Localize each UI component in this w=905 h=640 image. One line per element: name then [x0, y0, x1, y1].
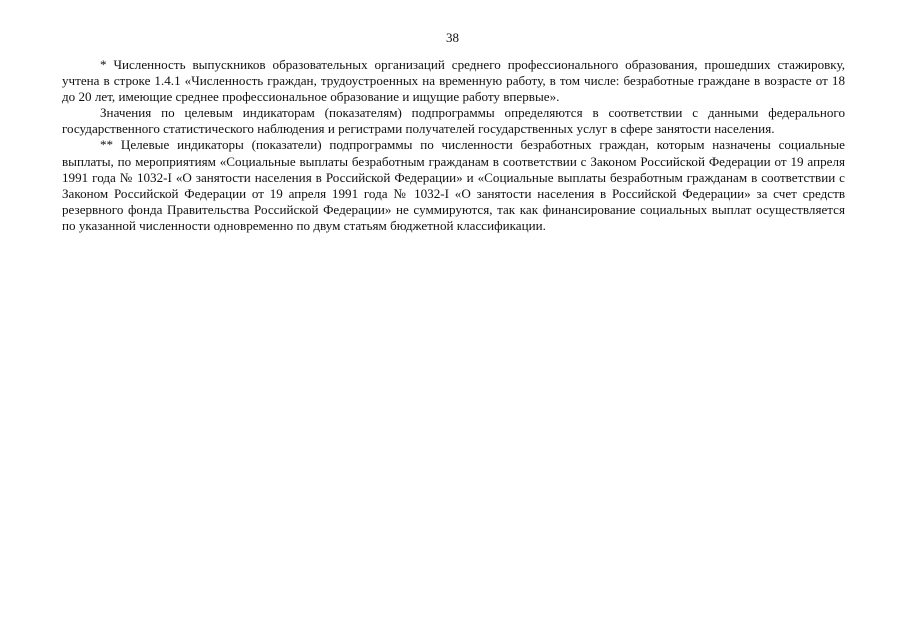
page-number: 38: [446, 30, 459, 45]
footnote-paragraph-2: ** Целевые индикаторы (показатели) подпрограммы по численности безработных граждан, которым назначены социальные выплаты, по мероприятиям «Социальные выплаты безработным гражданам в соответствии с Законом Российской Федерации от 19 апреля 1991 года № 1032-I «О занятости населения в Российской Федерации» и «Социальные выплаты безработным гражданам в соответствии с Законом Российской Федерации от 19 апреля 1991 года № 1032-I «О занятости населения в Российской Федерации» за счет средств резервного фонда Правительства Российской Федерации» не суммируются, так как финансирование социальных выплат осуществляется по указанной численности одновременно по двум статьям бюджетной классификации.: [62, 137, 845, 233]
indicator-values-paragraph: Значения по целевым индикаторам (показателям) подпрограммы определяются в соответствии с данными федерального государственного статистического наблюдения и регистрами получателей государственных услуг в сфере занятости населения.: [62, 105, 845, 137]
document-body: [62, 57, 845, 234]
footnote-paragraph-1: * Численность выпускников образовательных организаций среднего профессионального образования, прошедших стажировку, учтена в строке 1.4.1 «Численность граждан, трудоустроенных на временную работу, в том числе: безработные граждане в возрасте от 18 до 20 лет, имеющие среднее профессиональное образование и ищущие работу впервые».: [62, 57, 845, 105]
